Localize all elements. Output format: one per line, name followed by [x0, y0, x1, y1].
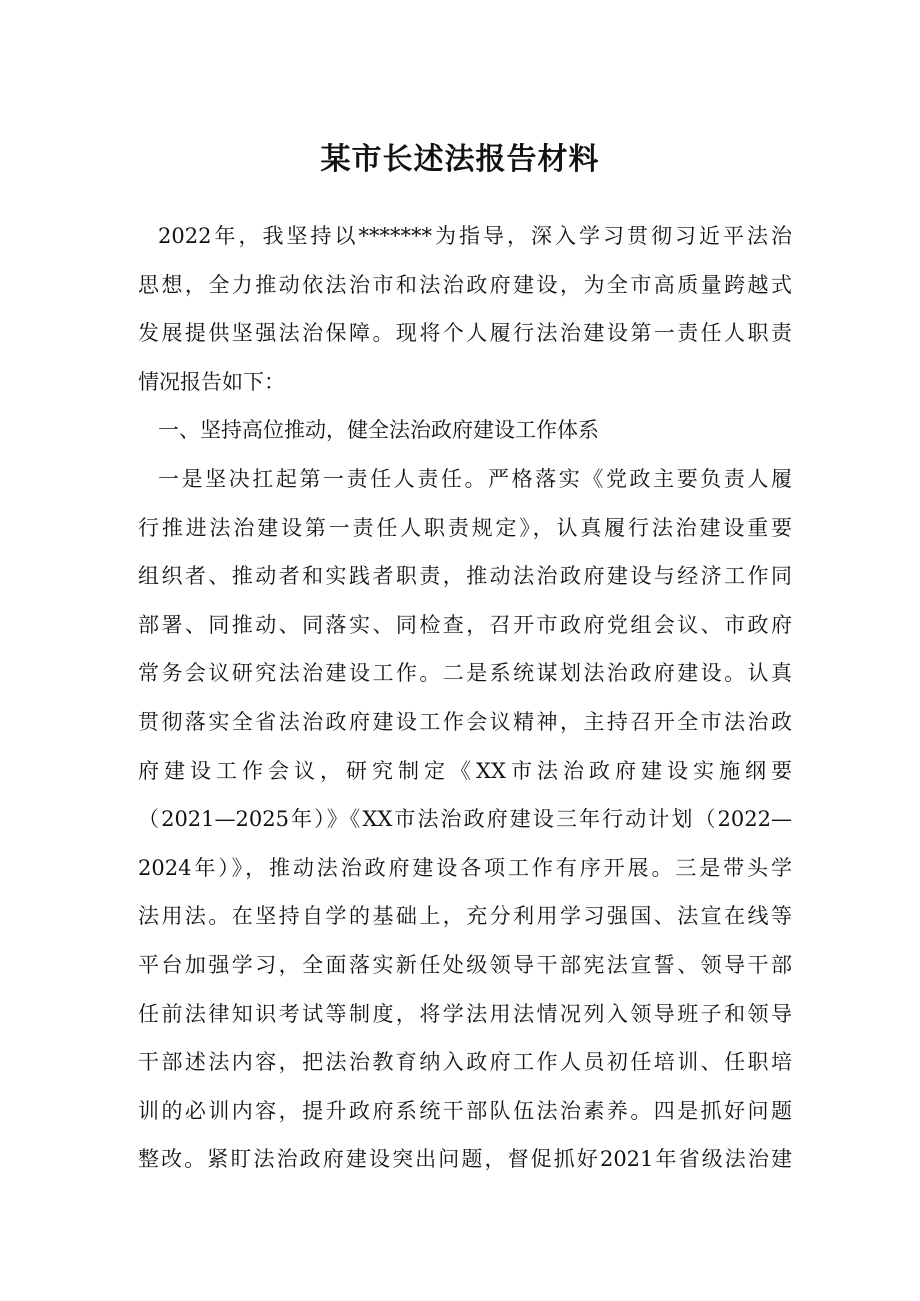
paragraph-line: 常务会议研究法治建设工作。二是系统谋划法治政府建设。认真: [138, 661, 792, 686]
paragraph-line: 任前法律知识考试等制度，将学法用法情况列入领导班子和领导: [138, 1001, 792, 1026]
paragraph-line: 平台加强学习，全面落实新任处级领导干部宪法宣誓、领导干部: [138, 952, 792, 977]
document-body: [138, 212, 792, 1184]
paragraph-line: 干部述法内容，把法治教育纳入政府工作人员初任培训、任职培: [138, 1050, 792, 1075]
paragraph-line: 组织者、推动者和实践者职责，推动法治政府建设与经济工作同: [138, 564, 792, 589]
paragraph-line: （2021—2025年）》《XX市法治政府建设三年行动计划（2022—: [138, 807, 792, 832]
paragraph-line: 整改。紧盯法治政府建设突出问题，督促抓好2021年省级法治建: [138, 1147, 792, 1172]
document-title: 某市长述法报告材料: [320, 142, 600, 177]
paragraph-line: 思想，全力推动依法治市和法治政府建设，为全市高质量跨越式: [138, 272, 792, 297]
paragraph-line: 一是坚决扛起第一责任人责任。严格落实《党政主要负责人履: [158, 466, 792, 491]
paragraph-line: 法用法。在坚持自学的基础上，充分利用学习强国、法宣在线等: [138, 904, 792, 929]
paragraph-line: 2022年，我坚持以*******为指导，深入学习贯彻习近平法治: [158, 224, 792, 248]
paragraph-line: 发展提供坚强法治保障。现将个人履行法治建设第一责任人职责: [138, 321, 792, 346]
paragraph-line: 行推进法治建设第一责任人职责规定》，认真履行法治建设重要: [138, 515, 792, 540]
paragraph-line: 训的必训内容，提升政府系统干部队伍法治素养。四是抓好问题: [138, 1098, 792, 1123]
paragraph-line: 情况报告如下：: [138, 369, 285, 394]
paragraph-line: 2024年）》，推动法治政府建设各项工作有序开展。三是带头学: [138, 855, 792, 880]
paragraph-line: 府建设工作会议，研究制定《XX市法治政府建设实施纲要: [138, 758, 792, 783]
section-heading: 一、坚持高位推动，健全法治政府建设工作体系: [158, 418, 599, 443]
paragraph-line: 部署、同推动、同落实、同检查，召开市政府党组会议、市政府: [138, 612, 792, 637]
paragraph-line: 贯彻落实全省法治政府建设工作会议精神，主持召开全市法治政: [138, 709, 792, 734]
